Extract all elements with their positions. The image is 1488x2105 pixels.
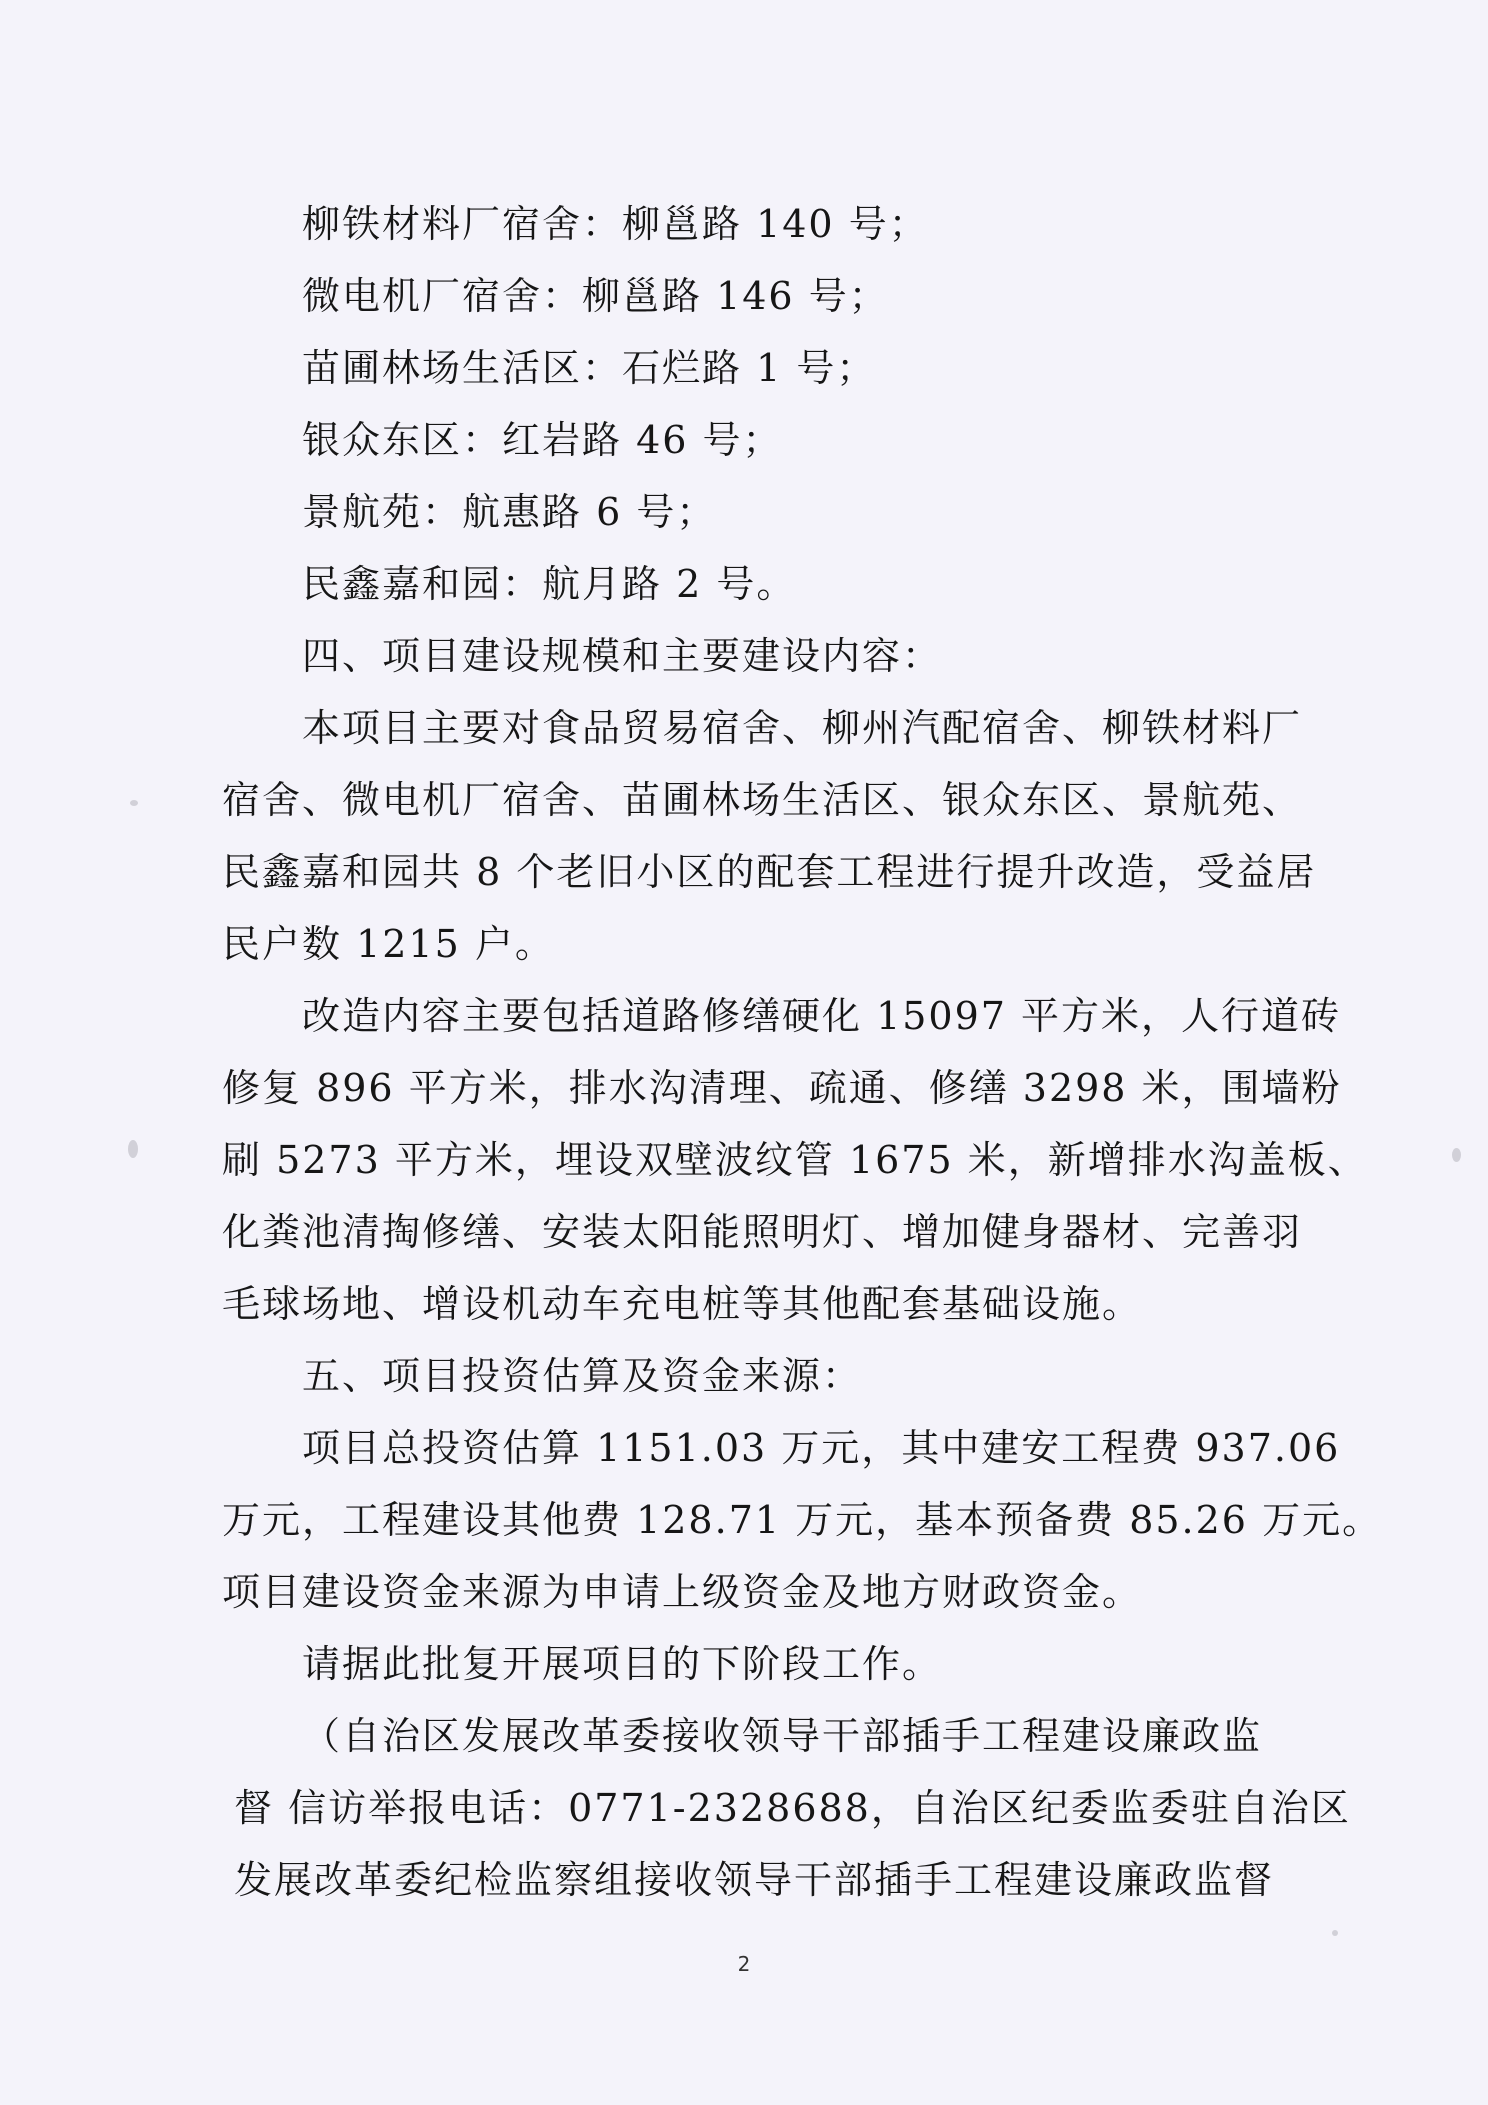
closing-line: 请据此批复开展项目的下阶段工作。 bbox=[302, 1642, 943, 1686]
note-line: 督 信访举报电话：0771-2328688，自治区纪委监委驻自治区 bbox=[234, 1786, 1351, 1830]
document-body bbox=[222, 188, 1383, 1916]
paragraph-line: 宿舍、微电机厂宿舍、苗圃林场生活区、银众东区、景航苑、 bbox=[222, 778, 1303, 822]
scan-speck bbox=[128, 1140, 138, 1158]
paragraph-line: 项目总投资估算 1151.03 万元，其中建安工程费 937.06 bbox=[302, 1426, 1341, 1470]
scan-speck bbox=[1332, 1930, 1338, 1936]
address-line: 微电机厂宿舍：柳邕路 146 号； bbox=[302, 274, 889, 318]
page-number: 2 bbox=[737, 1952, 751, 1976]
address-line: 苗圃林场生活区：石烂路 1 号； bbox=[302, 346, 877, 390]
paragraph-line: 化粪池清掏修缮、安装太阳能照明灯、增加健身器材、完善羽 bbox=[222, 1210, 1303, 1254]
paragraph-line: 项目建设资金来源为申请上级资金及地方财政资金。 bbox=[222, 1570, 1143, 1614]
scan-speck bbox=[130, 800, 138, 806]
paragraph-line: 民户数 1215 户。 bbox=[222, 922, 555, 966]
note-line: （自治区发展改革委接收领导干部插手工程建设廉政监 bbox=[302, 1714, 1263, 1758]
section-heading-scale: 四、项目建设规模和主要建设内容： bbox=[302, 634, 943, 678]
address-line: 景航苑：航惠路 6 号； bbox=[302, 490, 717, 534]
paragraph-line: 刷 5273 平方米，埋设双壁波纹管 1675 米，新增排水沟盖板、 bbox=[222, 1138, 1368, 1182]
address-line: 银众东区：红岩路 46 号； bbox=[302, 418, 783, 462]
paragraph-line: 本项目主要对食品贸易宿舍、柳州汽配宿舍、柳铁材料厂 bbox=[302, 706, 1303, 750]
paragraph-line: 民鑫嘉和园共 8 个老旧小区的配套工程进行提升改造，受益居 bbox=[222, 850, 1317, 894]
address-line: 民鑫嘉和园：航月路 2 号。 bbox=[302, 562, 797, 606]
paragraph-line: 修复 896 平方米，排水沟清理、疏通、修缮 3298 米，围墙粉 bbox=[222, 1066, 1342, 1110]
paragraph-line: 毛球场地、增设机动车充电桩等其他配套基础设施。 bbox=[222, 1282, 1143, 1326]
scan-speck bbox=[1452, 1148, 1461, 1162]
paragraph-line: 万元，工程建设其他费 128.71 万元，基本预备费 85.26 万元。 bbox=[222, 1498, 1383, 1542]
paragraph-line: 改造内容主要包括道路修缮硬化 15097 平方米，人行道砖 bbox=[302, 994, 1342, 1038]
section-heading-investment: 五、项目投资估算及资金来源： bbox=[302, 1354, 863, 1398]
note-line: 发展改革委纪检监察组接收领导干部插手工程建设廉政监督 bbox=[234, 1858, 1275, 1902]
address-line: 柳铁材料厂宿舍：柳邕路 140 号； bbox=[302, 202, 929, 246]
